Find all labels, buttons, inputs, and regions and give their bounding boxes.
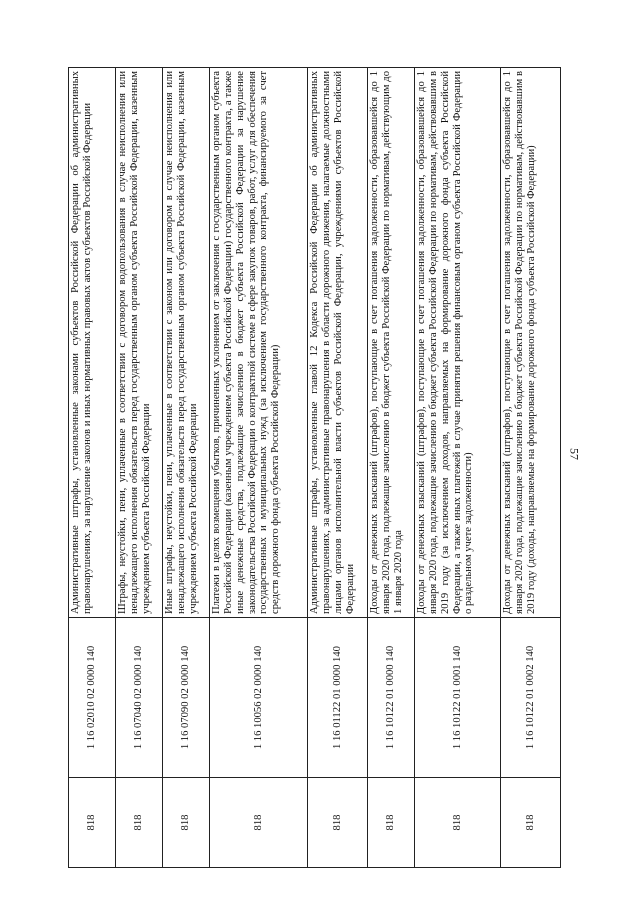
description-cell: Административные штрафы, установленные главой 12 Кодекса Российской Федерации об административных правонарушениях, за административные правонарушения в области дорожного движения, налагаемые должностными лицами органов исполнительной власти субъектов Российской Федерации, учреждениями субъектов Российской Федерации [308,68,368,618]
admin-code-cell: 818 [308,778,368,868]
admin-code-cell: 818 [501,778,561,868]
table-row [415,68,501,868]
admin-code-cell: 818 [116,778,163,868]
admin-code-cell: 818 [368,778,415,868]
description-cell: Штрафы, неустойки, пени, уплаченные в соответствии с договором водопользования в случае неисполнения или ненадлежащего исполнения обязательств перед государственным органом субъекта Российской Федерации, казенным учреждением субъекта Российской Федерации [116,68,163,618]
description-cell: Иные штрафы, неустойки, пени, уплаченные в соответствии с законом или договором в случае неисполнения или ненадлежащего исполнения обязательств перед государственным органом субъекта Российской Федерации, казенным учреждением субъекта Российской Федерации [163,68,210,618]
description-cell: Доходы от денежных взысканий (штрафов), поступающие в счет погашения задолженности, образовавшейся до 1 января 2020 года, подлежащие зачислению в бюджет субъекта Российской Федерации по нормативам, действовавшим в 2019 году (доходы, направляемые на формирование дорожного фонда субъекта Российской Федерации) [501,68,561,618]
admin-code-cell: 818 [69,778,116,868]
table-body [69,68,561,868]
kbk-code-cell: 1 16 02010 02 0000 140 [69,618,116,778]
kbk-code-cell: 1 16 10122 01 0000 140 [368,618,415,778]
table-row [116,68,163,868]
description-cell: Платежи в целях возмещения убытков, причиненных уклонением от заключения с государственным органом субъекта Российской Федерации (казенным учреждением субъекта Российской Федерации) государственного контракта, а также иные денежные средства, подлежащие зачислению в бюджет субъекта Российской Федерации за нарушение законодательства Российской Федерации о контрактной системе в сфере закупок товаров, работ, услуг для обеспечения государственных и муниципальных нужд (за исключением государственного контракта, финансируемого за счет средств дорожного фонда субъекта Российской Федерации) [210,68,308,618]
description-cell: Доходы от денежных взысканий (штрафов), поступающие в счет погашения задолженности, образовавшейся до 1 января 2020 года, подлежащие зачислению в бюджет субъекта Российской Федерации по нормативам, действовавшим в 2019 году (за исключением доходов, направляемых на формирование дорожного фонда субъекта Российской Федерации, а также иных платежей в случае принятия решения финансовым органом субъекта Российской Федерации о раздельном учете задолженности) [415,68,501,618]
table-row [308,68,368,868]
admin-code-cell: 818 [415,778,501,868]
description-cell: Административные штрафы, установленные законами субъектов Российской Федерации об административных правонарушениях, за нарушение законов и иных нормативных правовых актов субъектов Российской Федерации [69,68,116,618]
table-row [210,68,308,868]
table-row [163,68,210,868]
kbk-code-cell: 1 16 07040 02 0000 140 [116,618,163,778]
revenue-codes-table [68,67,561,868]
table-row [501,68,561,868]
kbk-code-cell: 1 16 10122 01 0001 140 [415,618,501,778]
page-number: 57 [567,448,582,460]
kbk-code-cell: 1 16 01122 01 0000 140 [308,618,368,778]
kbk-code-cell: 1 16 07090 02 0000 140 [163,618,210,778]
table-row [368,68,415,868]
kbk-code-cell: 1 16 10122 01 0002 140 [501,618,561,778]
revenue-codes-table-container [68,68,560,868]
admin-code-cell: 818 [210,778,308,868]
kbk-code-cell: 1 16 10056 02 0000 140 [210,618,308,778]
table-row [69,68,116,868]
description-cell: Доходы от денежных взысканий (штрафов), поступающие в счет погашения задолженности, образовавшейся до 1 января 2020 года, подлежащие зачислению в бюджет субъекта Российской Федерации по нормативам, действующим до 1 января 2020 года [368,68,415,618]
admin-code-cell: 818 [163,778,210,868]
